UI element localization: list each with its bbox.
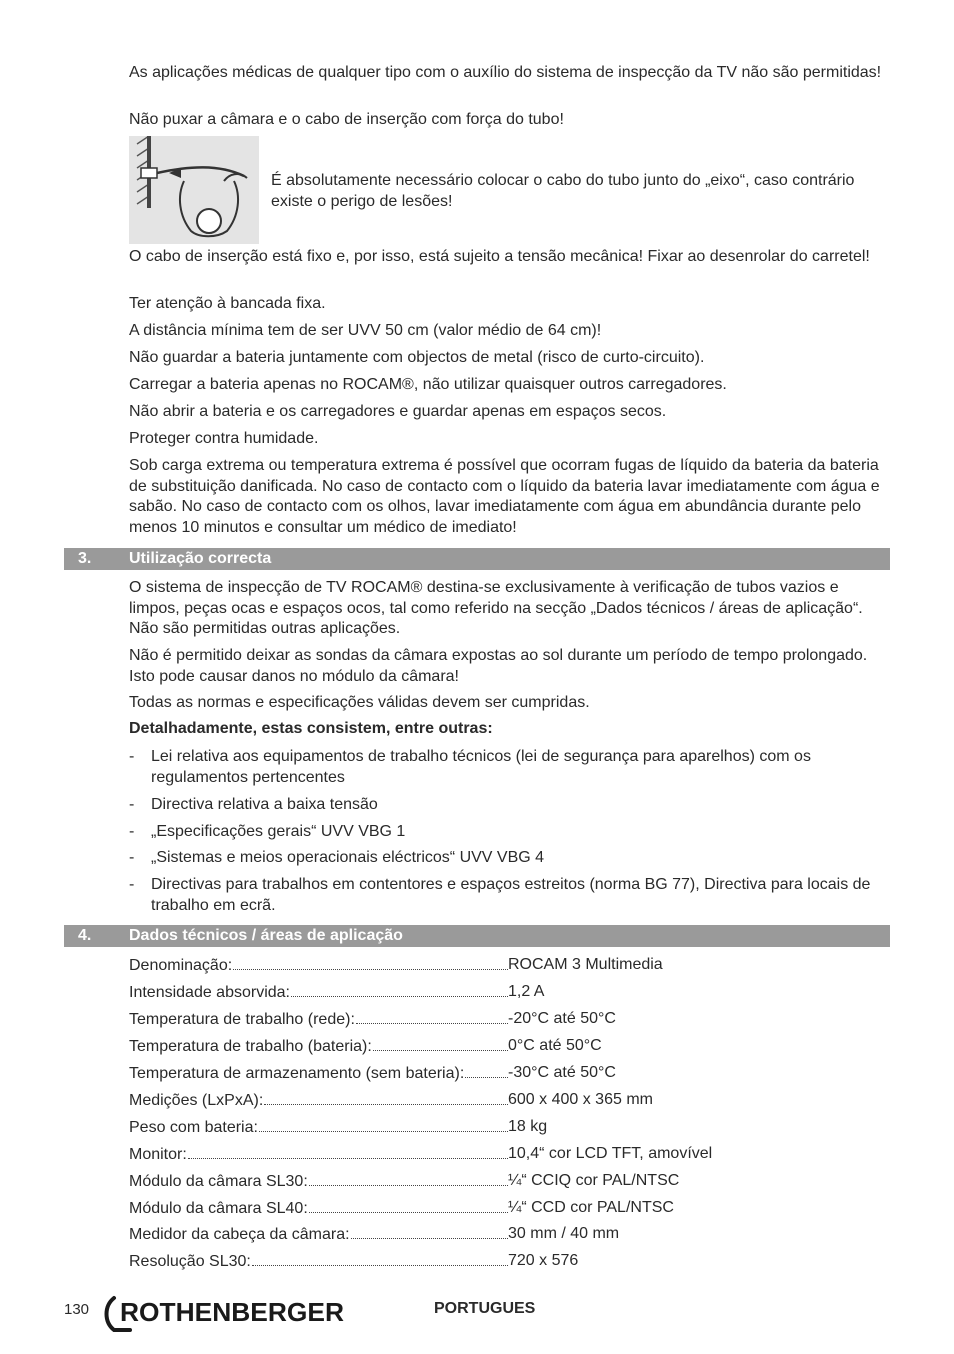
spec-value: 18 kg (508, 1118, 548, 1135)
spec-label: Temperatura de trabalho (rede): (129, 1011, 355, 1028)
intro-paragraph-6: Não guardar a bateria juntamente com objectos de metal (risco de curto-circuito). (129, 349, 705, 366)
list-dash: - (129, 849, 135, 866)
spec-row (129, 1171, 891, 1193)
spec-row (129, 982, 891, 1004)
intro-paragraph-10: Sob carga extrema ou temperatura extrema é possível que ocorram fugas de líquido da bateria da bateria de substituição danificada. No caso de contacto com o líquido da bateria lavar imediatamente com água e sabão. No caso de contacto com os olhos, lavar imediatamente com água em abundância durante pelo menos 10 minutos e consultar um médico de imediato! (129, 457, 880, 536)
page-number: 130 (64, 1301, 90, 1318)
list-dash: - (129, 876, 135, 893)
spec-value: ROCAM 3 Multimedia (508, 956, 663, 973)
spec-row (129, 955, 891, 977)
leader-dots (264, 1090, 508, 1105)
spec-label: Resolução SL30: (129, 1253, 251, 1270)
svg-text:ROTHENBERGER: ROTHENBERGER (120, 1297, 345, 1327)
intro-paragraph-2: Não puxar a câmara e o cabo de inserção com força do tubo! (129, 111, 564, 128)
spec-value: 720 x 576 (508, 1252, 579, 1269)
spec-row (129, 1251, 891, 1273)
leader-dots (188, 1144, 508, 1159)
spec-value: 30 mm / 40 mm (508, 1225, 620, 1242)
leader-dots (351, 1224, 508, 1239)
section-3-title: Utilização correcta (129, 550, 272, 567)
list-dash: - (129, 796, 135, 813)
warning-illustration (129, 136, 259, 244)
section-3-heading (64, 548, 890, 570)
spec-value: ¼“ CCIQ cor PAL/NTSC (508, 1172, 680, 1189)
list-item-text: „Sistemas e meios operacionais eléctricos“ UVV VBG 4 (151, 849, 545, 866)
spec-label: Denominação: (129, 957, 233, 974)
rothenberger-logo (100, 1292, 350, 1334)
intro-paragraph-1: As aplicações médicas de qualquer tipo com o auxílio do sistema de inspecção da TV não são permitidas! (129, 64, 882, 81)
spec-value: 1,2 A (508, 983, 545, 1000)
spec-label: Medições (LxPxA): (129, 1092, 264, 1109)
list-item-text: „Especificações gerais“ UVV VBG 1 (151, 823, 406, 840)
leader-dots (259, 1117, 508, 1132)
leader-dots (373, 1036, 508, 1051)
spec-label: Medidor da cabeça da câmara: (129, 1226, 350, 1243)
section-3-subheading: Detalhadamente, estas consistem, entre outras: (129, 720, 493, 737)
spec-row (129, 1090, 891, 1112)
spec-row (129, 1117, 891, 1139)
leader-dots (356, 1009, 508, 1024)
spec-row (129, 1063, 891, 1085)
section-3-number: 3. (78, 550, 92, 567)
section-4-title: Dados técnicos / áreas de aplicação (129, 927, 403, 944)
leader-dots (252, 1251, 508, 1266)
spec-label: Módulo da câmara SL30: (129, 1173, 308, 1190)
spec-value: 0°C até 50°C (508, 1037, 602, 1054)
intro-paragraph-5: A distância mínima tem de ser UVV 50 cm (valor médio de 64 cm)! (129, 322, 602, 339)
spec-value: -20°C até 50°C (508, 1010, 616, 1027)
section-3-paragraph-3: Todas as normas e especificações válidas devem ser cumpridas. (129, 694, 590, 711)
spec-label: Intensidade absorvida: (129, 984, 290, 1001)
spec-value: ¼“ CCD cor PAL/NTSC (508, 1199, 674, 1216)
intro-paragraph-9: Proteger contra humidade. (129, 430, 319, 447)
list-item-text: Directiva relativa a baixa tensão (151, 796, 378, 813)
leader-dots (309, 1171, 508, 1186)
spec-row (129, 1224, 891, 1246)
spec-value: 10,4“ cor LCD TFT, amovível (508, 1145, 713, 1162)
spec-label: Módulo da câmara SL40: (129, 1200, 308, 1217)
spec-row (129, 1036, 891, 1058)
leader-dots (465, 1063, 508, 1078)
list-dash: - (129, 748, 135, 765)
spec-row (129, 1144, 891, 1166)
spec-value: 600 x 400 x 365 mm (508, 1091, 653, 1108)
leader-dots (309, 1198, 508, 1213)
spec-label: Monitor: (129, 1146, 187, 1163)
intro-paragraph-3: O cabo de inserção está fixo e, por isso, está sujeito a tensão mecânica! Fixar ao desenrolar do carretel! (129, 248, 870, 265)
spec-label: Peso com bateria: (129, 1119, 258, 1136)
spec-row (129, 1198, 891, 1220)
list-item-text: Directivas para trabalhos em contentores e espaços estreitos (norma BG 77), Directiva para locais de trabalho em ecrã. (151, 876, 871, 914)
intro-paragraph-8: Não abrir a bateria e os carregadores e guardar apenas em espaços secos. (129, 403, 667, 420)
list-item-text: Lei relativa aos equipamentos de trabalho técnicos (lei de segurança para aparelhos) com os regulamentos pertencentes (151, 748, 811, 786)
warning-text: É absolutamente necessário colocar o cabo do tubo junto do „eixo“, caso contrário existe o perigo de lesões! (271, 172, 855, 210)
section-3-paragraph-2: Não é permitido deixar as sondas da câmara expostas ao sol durante um período de tempo prolongado. Isto pode causar danos no módulo da câmara! (129, 647, 868, 685)
spec-label: Temperatura de armazenamento (sem bateria): (129, 1065, 465, 1082)
section-4-heading (64, 925, 890, 947)
language-label: PORTUGUES (434, 1300, 536, 1317)
section-4-number: 4. (78, 927, 92, 944)
spec-row (129, 1009, 891, 1031)
intro-paragraph-4: Ter atenção à bancada fixa. (129, 295, 326, 312)
list-dash: - (129, 823, 135, 840)
leader-dots (291, 982, 508, 997)
leader-dots (233, 955, 508, 970)
section-3-paragraph-1: O sistema de inspecção de TV ROCAM® destina-se exclusivamente à verificação de tubos vazios e limpos, peças ocas e espaços ocos, tal como referido na secção „Dados técnicos / áreas de aplicação“. Não são permitidas outras aplicações. (129, 579, 863, 637)
spec-value: -30°C até 50°C (508, 1064, 616, 1081)
spec-label: Temperatura de trabalho (bateria): (129, 1038, 372, 1055)
intro-paragraph-7: Carregar a bateria apenas no ROCAM®, não utilizar quaisquer outros carregadores. (129, 376, 727, 393)
